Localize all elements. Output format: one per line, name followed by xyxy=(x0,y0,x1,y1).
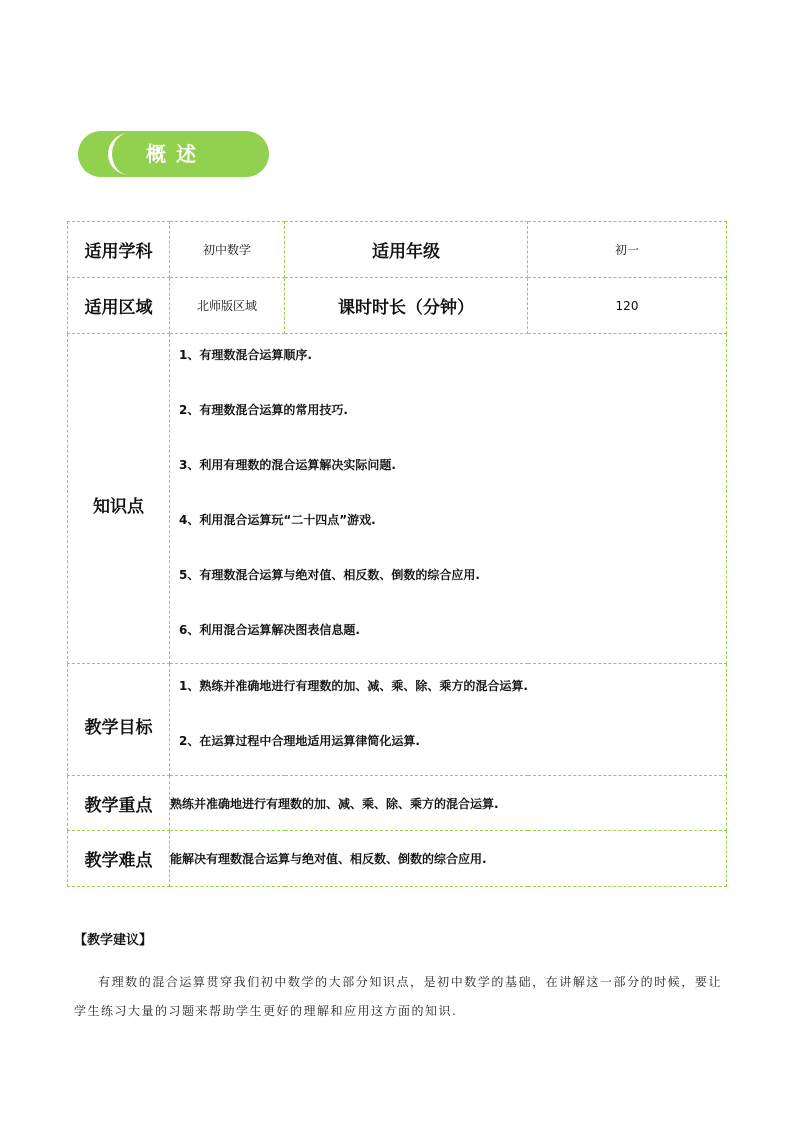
table-row-region xyxy=(68,278,727,334)
difficulty-label: 教学难点 xyxy=(68,831,170,887)
subject-value: 初中数学 xyxy=(170,222,285,278)
duration-value: 120 xyxy=(528,278,727,334)
goals-list xyxy=(170,666,726,773)
knowledge-label: 知识点 xyxy=(93,497,144,517)
table-row-knowledge xyxy=(68,334,727,664)
knowledge-item: 1、有理数混合运算顺序. xyxy=(179,348,312,362)
table-row-difficulty xyxy=(68,831,727,887)
knowledge-item: 5、有理数混合运算与绝对值、相反数、倒数的综合应用. xyxy=(179,568,480,582)
knowledge-items-cell xyxy=(170,334,727,664)
knowledge-item: 2、有理数混合运算的常用技巧. xyxy=(179,403,348,417)
table-row-subject xyxy=(68,222,727,278)
focus-value: 熟练并准确地进行有理数的加、减、乘、除、乘方的混合运算. xyxy=(170,776,727,831)
goals-items-cell xyxy=(170,664,727,776)
goals-label-cell xyxy=(68,664,170,776)
grade-value: 初一 xyxy=(528,222,727,278)
table-row-focus xyxy=(68,776,727,831)
region-label: 适用区域 xyxy=(68,278,170,334)
region-value: 北师版区域 xyxy=(170,278,285,334)
section-banner xyxy=(78,131,269,177)
knowledge-list xyxy=(170,335,726,662)
subject-label: 适用学科 xyxy=(68,222,170,278)
difficulty-value: 能解决有理数混合运算与绝对值、相反数、倒数的综合应用. xyxy=(170,831,727,887)
grade-label: 适用年级 xyxy=(285,222,528,278)
banner-title: 概述 xyxy=(146,142,206,166)
goals-label: 教学目标 xyxy=(84,718,153,738)
knowledge-item: 6、利用混合运算解决图表信息题. xyxy=(179,623,360,637)
knowledge-item: 3、利用有理数的混合运算解决实际问题. xyxy=(179,458,396,472)
course-info-table xyxy=(67,221,727,887)
goal-item: 2、在运算过程中合理地适用运算律简化运算. xyxy=(179,734,420,748)
table-row-goals xyxy=(68,664,727,776)
focus-label: 教学重点 xyxy=(68,776,170,831)
suggestion-heading: 【教学建议】 xyxy=(74,933,153,948)
knowledge-label-cell xyxy=(68,334,170,664)
goal-item: 1、熟练并准确地进行有理数的加、减、乘、除、乘方的混合运算. xyxy=(179,679,528,693)
suggestion-body: 有理数的混合运算贯穿我们初中数学的大部分知识点，是初中数学的基础，在讲解这一部分的时候，要让学生练习大量的习题来帮助学生更好的理解和应用这方面的知识. xyxy=(74,975,722,1018)
duration-label: 课时时长（分钟） xyxy=(285,278,528,334)
knowledge-item: 4、利用混合运算玩“二十四点”游戏. xyxy=(179,513,376,527)
